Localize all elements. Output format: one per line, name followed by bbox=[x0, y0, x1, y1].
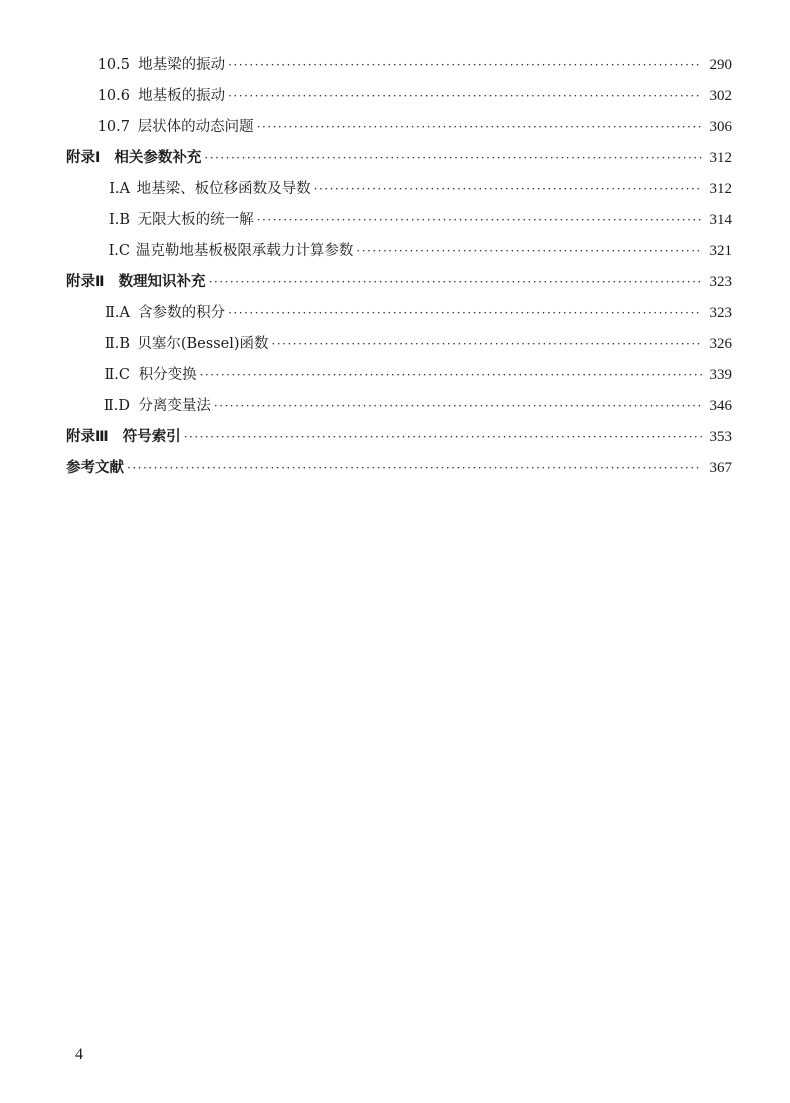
page-ref: 302 bbox=[709, 88, 732, 104]
toc-appendix-entry[interactable] bbox=[66, 143, 732, 174]
page-ref: 312 bbox=[709, 181, 732, 197]
section-number: 10.7 bbox=[97, 119, 130, 135]
page-number: 4 bbox=[75, 1046, 83, 1063]
toc-entry[interactable] bbox=[66, 205, 732, 236]
dot-leader bbox=[228, 298, 702, 329]
section-title: 积分变换 bbox=[138, 367, 197, 383]
dot-leader bbox=[314, 174, 702, 205]
dot-leader bbox=[214, 391, 702, 422]
appendix-title: 符号索引 bbox=[122, 429, 181, 445]
appendix-number: 附录Ⅱ bbox=[66, 274, 105, 290]
section-title: 无限大板的统一解 bbox=[137, 212, 254, 228]
page-ref: 306 bbox=[709, 119, 732, 135]
dot-leader bbox=[257, 112, 702, 143]
dot-leader bbox=[200, 360, 702, 391]
section-title: 含参数的积分 bbox=[138, 305, 226, 321]
table-of-contents bbox=[66, 50, 732, 484]
section-number: Ⅱ.C bbox=[104, 367, 130, 383]
section-title: 地基梁的振动 bbox=[138, 57, 226, 73]
appendix-number: 附录Ⅰ bbox=[66, 150, 101, 166]
page-ref: 290 bbox=[709, 57, 732, 73]
toc-entry[interactable] bbox=[66, 174, 732, 205]
page-ref: 321 bbox=[709, 243, 732, 259]
section-number: Ⅱ.B bbox=[104, 336, 130, 352]
dot-leader bbox=[272, 329, 702, 360]
section-number: 10.5 bbox=[97, 57, 130, 73]
dot-leader bbox=[228, 81, 702, 112]
section-number: Ⅰ.B bbox=[109, 212, 130, 228]
appendix-title: 相关参数补充 bbox=[114, 150, 202, 166]
toc-entry[interactable] bbox=[66, 236, 732, 267]
toc-entry[interactable] bbox=[66, 360, 732, 391]
page-ref: 312 bbox=[709, 150, 732, 166]
section-number: Ⅱ.D bbox=[103, 398, 130, 414]
toc-entry[interactable] bbox=[66, 298, 732, 329]
dot-leader bbox=[184, 422, 702, 453]
dot-leader bbox=[356, 236, 702, 267]
page-ref: 339 bbox=[709, 367, 732, 383]
appendix-title: 数理知识补充 bbox=[118, 274, 206, 290]
section-number: Ⅰ.A bbox=[109, 181, 130, 197]
toc-entry[interactable] bbox=[66, 50, 732, 81]
section-title: 贝塞尔(Bessel)函数 bbox=[137, 336, 269, 352]
section-title: 地基梁、板位移函数及导数 bbox=[136, 181, 311, 197]
section-number: Ⅰ.C bbox=[108, 243, 130, 259]
toc-entry[interactable] bbox=[66, 329, 732, 360]
section-title: 温克勒地基板极限承载力计算参数 bbox=[135, 243, 354, 259]
page-ref: 353 bbox=[709, 429, 732, 445]
page-ref: 323 bbox=[709, 305, 732, 321]
section-title: 分离变量法 bbox=[138, 398, 211, 414]
dot-leader bbox=[127, 453, 702, 484]
toc-entry[interactable] bbox=[66, 81, 732, 112]
toc-entry[interactable] bbox=[66, 112, 732, 143]
page-ref: 326 bbox=[709, 336, 732, 352]
section-number: 10.6 bbox=[97, 88, 130, 104]
page-ref: 367 bbox=[709, 460, 732, 476]
section-number: Ⅱ.A bbox=[105, 305, 130, 321]
dot-leader bbox=[209, 267, 702, 298]
appendix-number: 附录Ⅲ bbox=[66, 429, 109, 445]
page-ref: 346 bbox=[709, 398, 732, 414]
section-title: 地基板的振动 bbox=[138, 88, 226, 104]
page-ref: 314 bbox=[709, 212, 732, 228]
references-title: 参考文献 bbox=[66, 460, 124, 476]
toc-references-entry[interactable] bbox=[66, 453, 732, 484]
toc-appendix-entry[interactable] bbox=[66, 422, 732, 453]
dot-leader bbox=[228, 50, 702, 81]
dot-leader bbox=[204, 143, 702, 174]
toc-entry[interactable] bbox=[66, 391, 732, 422]
toc-appendix-entry[interactable] bbox=[66, 267, 732, 298]
section-title: 层状体的动态问题 bbox=[137, 119, 254, 135]
dot-leader bbox=[257, 205, 702, 236]
page-ref: 323 bbox=[709, 274, 732, 290]
